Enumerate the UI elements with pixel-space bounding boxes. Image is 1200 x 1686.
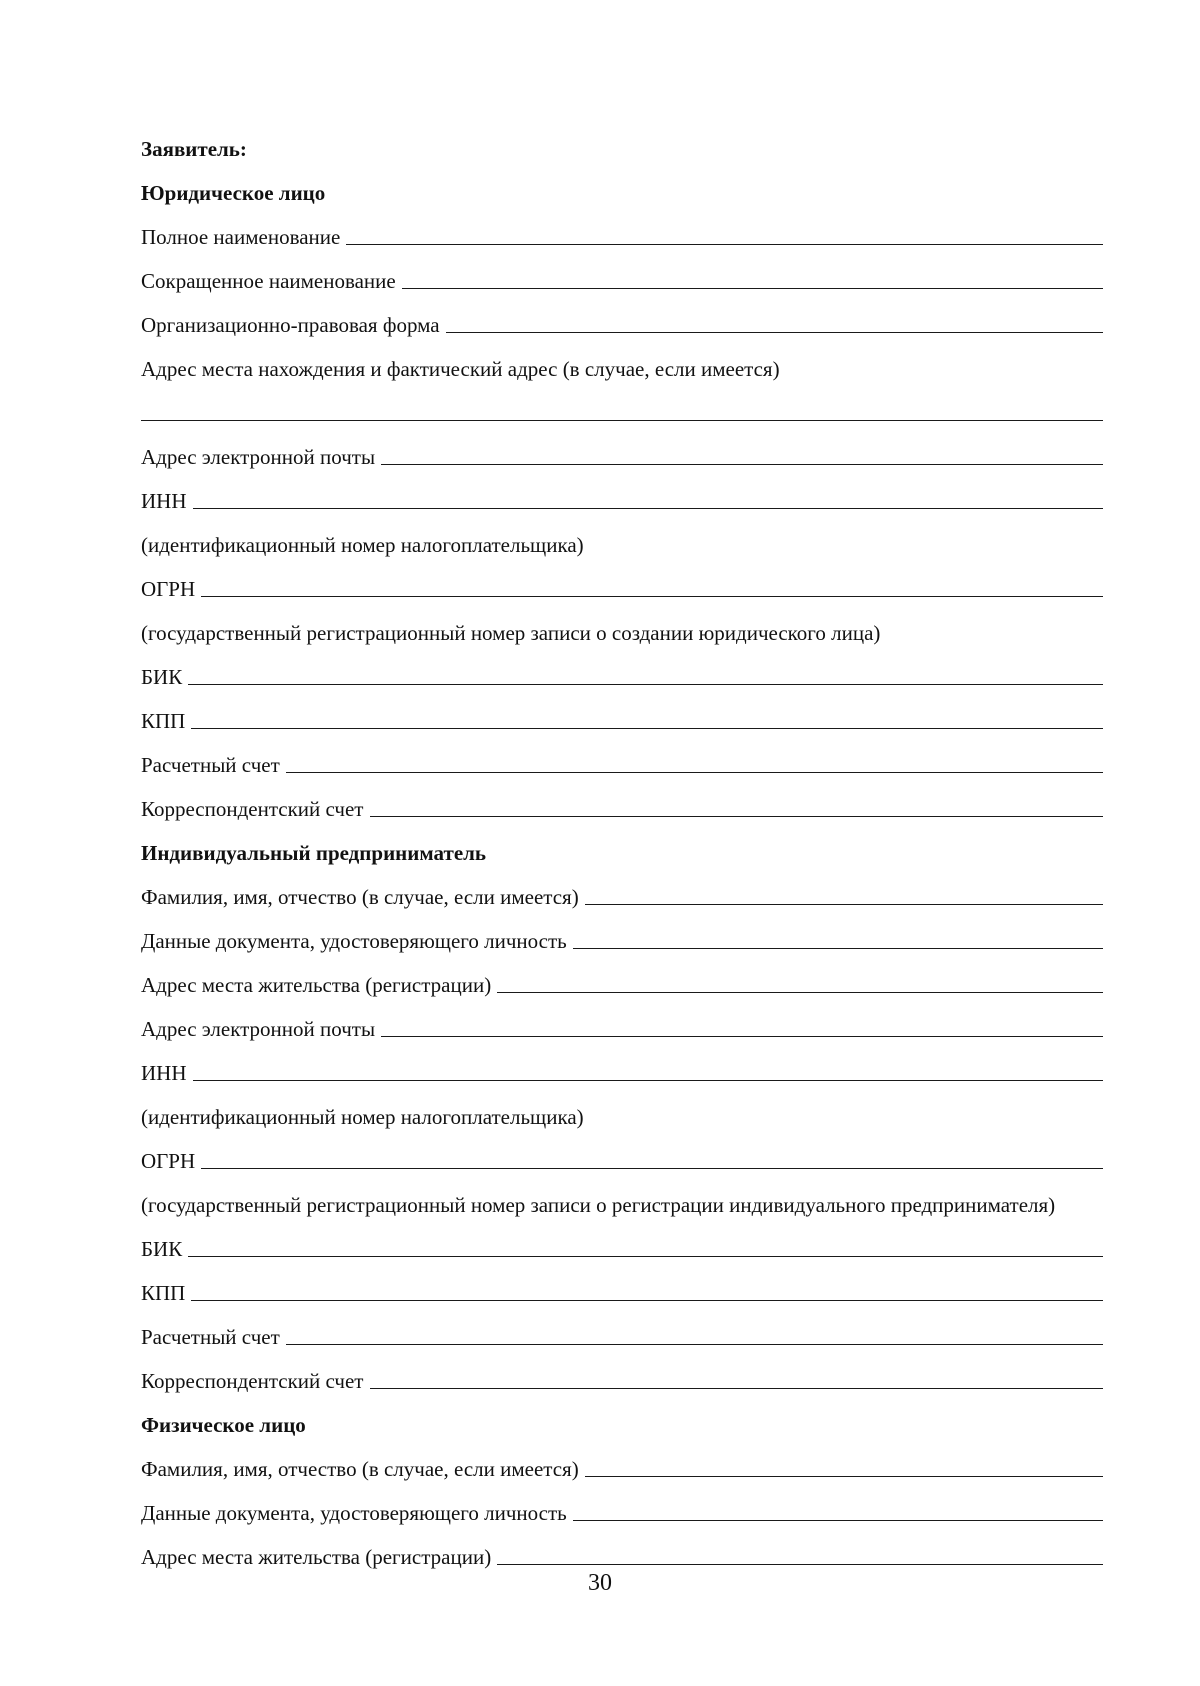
legal-short-name-label: Сокращенное наименование xyxy=(141,269,396,293)
applicant-heading: Заявитель: xyxy=(141,137,247,161)
entrepreneur-residence-label: Адрес места жительства (регистрации) xyxy=(141,973,492,997)
entrepreneur-ogrn-label: ОГРН xyxy=(141,1149,196,1173)
individual-residence-label: Адрес места жительства (регистрации) xyxy=(141,1545,492,1569)
legal-ogrn-note: (государственный регистрационный номер записи о создании юридического лица) xyxy=(141,621,881,645)
entrepreneur-kpp-label: КПП xyxy=(141,1281,186,1305)
legal-inn-blank[interactable] xyxy=(193,508,1104,509)
entrepreneur-corr-account-label: Корреспондентский счет xyxy=(141,1369,364,1393)
entrepreneur-heading: Индивидуальный предприниматель xyxy=(141,841,487,865)
entrepreneur-account-label: Расчетный счет xyxy=(141,1325,280,1349)
entrepreneur-residence-blank[interactable] xyxy=(497,992,1103,993)
legal-corr-account-blank[interactable] xyxy=(370,816,1104,817)
entrepreneur-email-field xyxy=(141,998,1103,1042)
legal-bik-label: БИК xyxy=(141,665,183,689)
entrepreneur-account-field xyxy=(141,1306,1103,1350)
legal-corr-account-field xyxy=(141,778,1103,822)
legal-short-name-blank[interactable] xyxy=(402,288,1103,289)
legal-inn-note: (идентификационный номер налогоплательщика) xyxy=(141,533,584,557)
entrepreneur-fio-label: Фамилия, имя, отчество (в случае, если имеется) xyxy=(141,885,579,909)
legal-short-name-field xyxy=(141,250,1103,294)
legal-form-blank[interactable] xyxy=(446,332,1103,333)
application-form xyxy=(141,118,1103,1570)
individual-fio-field xyxy=(141,1438,1103,1482)
entrepreneur-corr-account-field xyxy=(141,1350,1103,1394)
individual-residence-field xyxy=(141,1526,1103,1570)
entrepreneur-bik-blank[interactable] xyxy=(188,1256,1103,1257)
legal-address-label: Адрес места нахождения и фактический адрес (в случае, если имеется) xyxy=(141,357,780,381)
legal-kpp-label: КПП xyxy=(141,709,186,733)
entrepreneur-inn-blank[interactable] xyxy=(193,1080,1104,1081)
entrepreneur-bik-label: БИК xyxy=(141,1237,183,1261)
legal-kpp-blank[interactable] xyxy=(191,728,1103,729)
legal-bik-field xyxy=(141,646,1103,690)
individual-id-field xyxy=(141,1482,1103,1526)
entrepreneur-fio-blank[interactable] xyxy=(585,904,1103,905)
legal-account-blank[interactable] xyxy=(286,772,1103,773)
page-number: 30 xyxy=(588,1570,612,1596)
entrepreneur-bik-field xyxy=(141,1218,1103,1262)
entrepreneur-ogrn-note: (государственный регистрационный номер записи о регистрации индивидуального предпринимателя) xyxy=(141,1193,1056,1217)
entrepreneur-ogrn-field xyxy=(141,1130,1103,1174)
entrepreneur-ogrn-blank[interactable] xyxy=(201,1168,1103,1169)
legal-corr-account-label: Корреспондентский счет xyxy=(141,797,364,821)
entrepreneur-fio-field xyxy=(141,866,1103,910)
individual-id-label: Данные документа, удостоверяющего личность xyxy=(141,1501,567,1525)
legal-address-field xyxy=(141,382,1103,426)
legal-address-label-row xyxy=(141,338,1103,382)
legal-full-name-field xyxy=(141,206,1103,250)
legal-kpp-field xyxy=(141,690,1103,734)
entrepreneur-inn-note: (идентификационный номер налогоплательщика) xyxy=(141,1105,584,1129)
entrepreneur-corr-account-blank[interactable] xyxy=(370,1388,1104,1389)
entrepreneur-id-blank[interactable] xyxy=(573,948,1103,949)
entrepreneur-id-label: Данные документа, удостоверяющего личность xyxy=(141,929,567,953)
legal-ogrn-label: ОГРН xyxy=(141,577,196,601)
individual-id-blank[interactable] xyxy=(573,1520,1103,1521)
legal-email-blank[interactable] xyxy=(381,464,1103,465)
legal-email-field xyxy=(141,426,1103,470)
legal-account-field xyxy=(141,734,1103,778)
legal-inn-field xyxy=(141,470,1103,514)
entrepreneur-kpp-field xyxy=(141,1262,1103,1306)
legal-ogrn-field xyxy=(141,558,1103,602)
legal-form-label: Организационно-правовая форма xyxy=(141,313,440,337)
entrepreneur-residence-field xyxy=(141,954,1103,998)
entrepreneur-email-blank[interactable] xyxy=(381,1036,1103,1037)
entrepreneur-account-blank[interactable] xyxy=(286,1344,1103,1345)
entrepreneur-email-label: Адрес электронной почты xyxy=(141,1017,376,1041)
legal-email-label: Адрес электронной почты xyxy=(141,445,376,469)
legal-address-blank[interactable] xyxy=(141,420,1103,421)
legal-account-label: Расчетный счет xyxy=(141,753,280,777)
legal-inn-label: ИНН xyxy=(141,489,187,513)
individual-residence-blank[interactable] xyxy=(497,1564,1103,1565)
legal-entity-heading: Юридическое лицо xyxy=(141,181,326,205)
entrepreneur-kpp-blank[interactable] xyxy=(191,1300,1103,1301)
entrepreneur-id-field xyxy=(141,910,1103,954)
legal-bik-blank[interactable] xyxy=(188,684,1103,685)
legal-full-name-blank[interactable] xyxy=(346,244,1103,245)
individual-heading: Физическое лицо xyxy=(141,1413,306,1437)
individual-fio-label: Фамилия, имя, отчество (в случае, если имеется) xyxy=(141,1457,579,1481)
legal-full-name-label: Полное наименование xyxy=(141,225,341,249)
individual-fio-blank[interactable] xyxy=(585,1476,1103,1477)
legal-form-field xyxy=(141,294,1103,338)
entrepreneur-inn-label: ИНН xyxy=(141,1061,187,1085)
entrepreneur-inn-field xyxy=(141,1042,1103,1086)
legal-ogrn-blank[interactable] xyxy=(201,596,1103,597)
